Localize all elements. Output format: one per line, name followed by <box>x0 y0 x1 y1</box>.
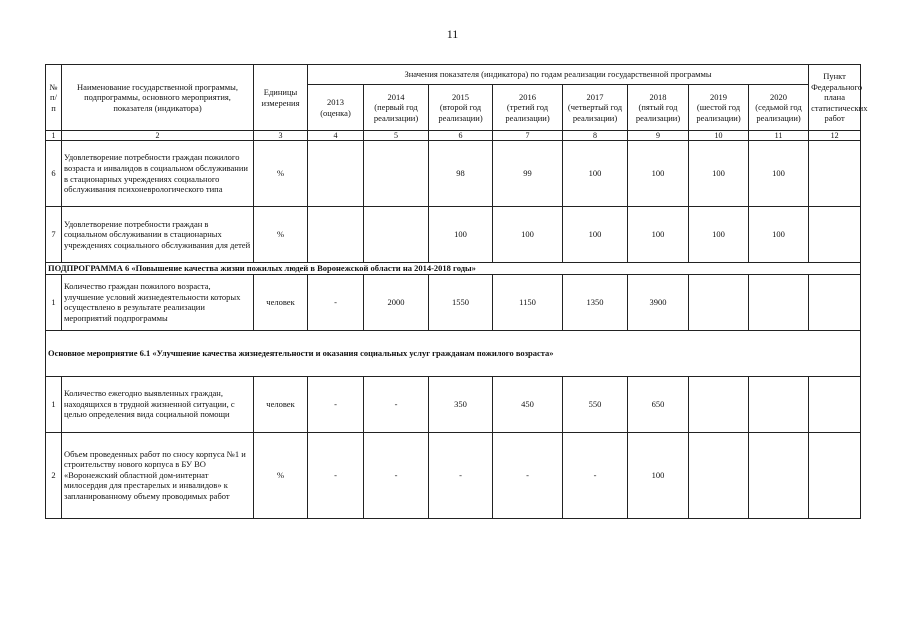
year-label: 2013 <box>327 96 344 107</box>
column-number: 9 <box>628 131 689 141</box>
header-year-2019 <box>689 85 749 131</box>
table-row <box>46 432 861 518</box>
unit-cell: % <box>254 141 308 207</box>
year-label: 2014 <box>387 91 405 102</box>
value-cell <box>749 432 809 518</box>
value-cell: 550 <box>563 376 628 432</box>
table-row <box>46 376 861 432</box>
year-note: (шестой год реализации) <box>696 102 741 123</box>
header-year-2015 <box>429 85 493 131</box>
year-label: 2018 <box>649 91 667 102</box>
header-year-2013 <box>308 85 364 131</box>
year-note: (оценка) <box>320 107 351 118</box>
year-note: (четвертый год реализации) <box>567 102 623 123</box>
header-stat-plan: Пункт Федерального плана статистических работ <box>809 65 861 131</box>
year-label: 2019 <box>710 91 727 102</box>
value-cell: - <box>364 376 429 432</box>
year-note: (третий год реализации) <box>505 102 550 123</box>
value-cell: 100 <box>628 432 689 518</box>
header-year-2016 <box>493 85 563 131</box>
year-label: 2015 <box>452 91 469 102</box>
header-name: Наименование государственной программы, подпрограммы, основного мероприятия, показателя (индикатора) <box>62 65 254 131</box>
section-row <box>46 263 861 275</box>
section-row <box>46 330 861 376</box>
indicators-table <box>45 64 868 519</box>
value-cell: 100 <box>493 207 563 263</box>
indicator-name: Количество граждан пожилого возраста, улучшение условий жизнедеятельности которых осуществлено в результате реализации мероприятий подпрограммы <box>62 274 254 330</box>
column-number: 7 <box>493 131 563 141</box>
value-cell: 1150 <box>493 274 563 330</box>
table-row <box>46 141 861 207</box>
stat-plan-cell <box>809 141 861 207</box>
value-cell: 100 <box>689 141 749 207</box>
column-number: 5 <box>364 131 429 141</box>
column-number: 3 <box>254 131 308 141</box>
column-number: 2 <box>62 131 254 141</box>
column-number: 1 <box>46 131 62 141</box>
year-note: (первый год реализации) <box>373 102 419 123</box>
section-title: ПОДПРОГРАММА 6 «Повышение качества жизни пожилых людей в Воронежской области на 2014-2018 годы» <box>46 263 861 275</box>
column-number: 4 <box>308 131 364 141</box>
stat-plan-cell <box>809 432 861 518</box>
column-number: 12 <box>809 131 861 141</box>
value-cell <box>308 207 364 263</box>
value-cell: 1550 <box>429 274 493 330</box>
page-number: 11 <box>446 27 459 41</box>
value-cell: - <box>364 432 429 518</box>
year-note: (седьмой год реализации) <box>755 102 802 123</box>
year-label: 2016 <box>519 91 536 102</box>
indicator-name: Удовлетворение потребности граждан пожилого возраста и инвалидов в социальном обслуживании в стационарных учреждениях социального обслуживания психоневрологического типа <box>62 141 254 207</box>
row-number: 7 <box>46 207 62 263</box>
row-number: 6 <box>46 141 62 207</box>
unit-cell: человек <box>254 274 308 330</box>
unit-cell: % <box>254 207 308 263</box>
value-cell: 100 <box>563 207 628 263</box>
indicator-name: Количество ежегодно выявленных граждан, находящихся в трудной жизненной ситуации, с целью определения вида социальной помощи <box>62 376 254 432</box>
row-number: 1 <box>46 274 62 330</box>
value-cell: 1350 <box>563 274 628 330</box>
column-number: 6 <box>429 131 493 141</box>
value-cell: - <box>308 432 364 518</box>
value-cell: - <box>563 432 628 518</box>
value-cell: 100 <box>689 207 749 263</box>
header-year-2017 <box>563 85 628 131</box>
value-cell: - <box>493 432 563 518</box>
header-year-2018 <box>628 85 689 131</box>
value-cell: 100 <box>429 207 493 263</box>
header-year-group: Значения показателя (индикатора) по годам реализации государственной программы <box>308 65 809 85</box>
value-cell: 100 <box>749 207 809 263</box>
year-label: 2020 <box>770 91 788 102</box>
value-cell: 100 <box>628 207 689 263</box>
value-cell <box>308 141 364 207</box>
value-cell: 650 <box>628 376 689 432</box>
indicator-name: Объем проведенных работ по сносу корпуса №1 и строительству нового корпуса в БУ ВО «Воронежский областной дом-интернат милосердия для престарелых и инвалидов» к запланированному объему проводимых работ <box>62 432 254 518</box>
header-year-2014 <box>364 85 429 131</box>
value-cell: 2000 <box>364 274 429 330</box>
value-cell: 99 <box>493 141 563 207</box>
year-label: 2017 <box>586 91 604 102</box>
year-note: (второй год реализации) <box>438 102 483 123</box>
value-cell <box>749 376 809 432</box>
column-number: 11 <box>749 131 809 141</box>
value-cell <box>689 432 749 518</box>
value-cell: 450 <box>493 376 563 432</box>
value-cell <box>364 207 429 263</box>
value-cell: 98 <box>429 141 493 207</box>
value-cell: - <box>308 376 364 432</box>
header-unit: Единицы измерения <box>254 65 308 131</box>
stat-plan-cell <box>809 274 861 330</box>
value-cell: 100 <box>628 141 689 207</box>
value-cell: 100 <box>563 141 628 207</box>
header-number: № п/п <box>46 65 62 131</box>
value-cell <box>689 274 749 330</box>
value-cell: - <box>429 432 493 518</box>
indicator-name: Удовлетворение потребности граждан в социальном обслуживании в стационарных учреждениях социального обслуживания для детей <box>62 207 254 263</box>
value-cell: 3900 <box>628 274 689 330</box>
value-cell: 100 <box>749 141 809 207</box>
row-number: 2 <box>46 432 62 518</box>
value-cell <box>364 141 429 207</box>
column-number: 8 <box>563 131 628 141</box>
table-row <box>46 207 861 263</box>
year-note: (пятый год реализации) <box>635 102 681 123</box>
stat-plan-cell <box>809 376 861 432</box>
unit-cell: человек <box>254 376 308 432</box>
value-cell: 350 <box>429 376 493 432</box>
value-cell <box>749 274 809 330</box>
header-year-2020 <box>749 85 809 131</box>
stat-plan-cell <box>809 207 861 263</box>
section-title: Основное мероприятие 6.1 «Улучшение качества жизнедеятельности и оказания социальных услуг гражданам пожилого возраста» <box>46 330 861 376</box>
row-number: 1 <box>46 376 62 432</box>
value-cell <box>689 376 749 432</box>
column-number: 10 <box>689 131 749 141</box>
unit-cell: % <box>254 432 308 518</box>
table-row <box>46 274 861 330</box>
value-cell: - <box>308 274 364 330</box>
